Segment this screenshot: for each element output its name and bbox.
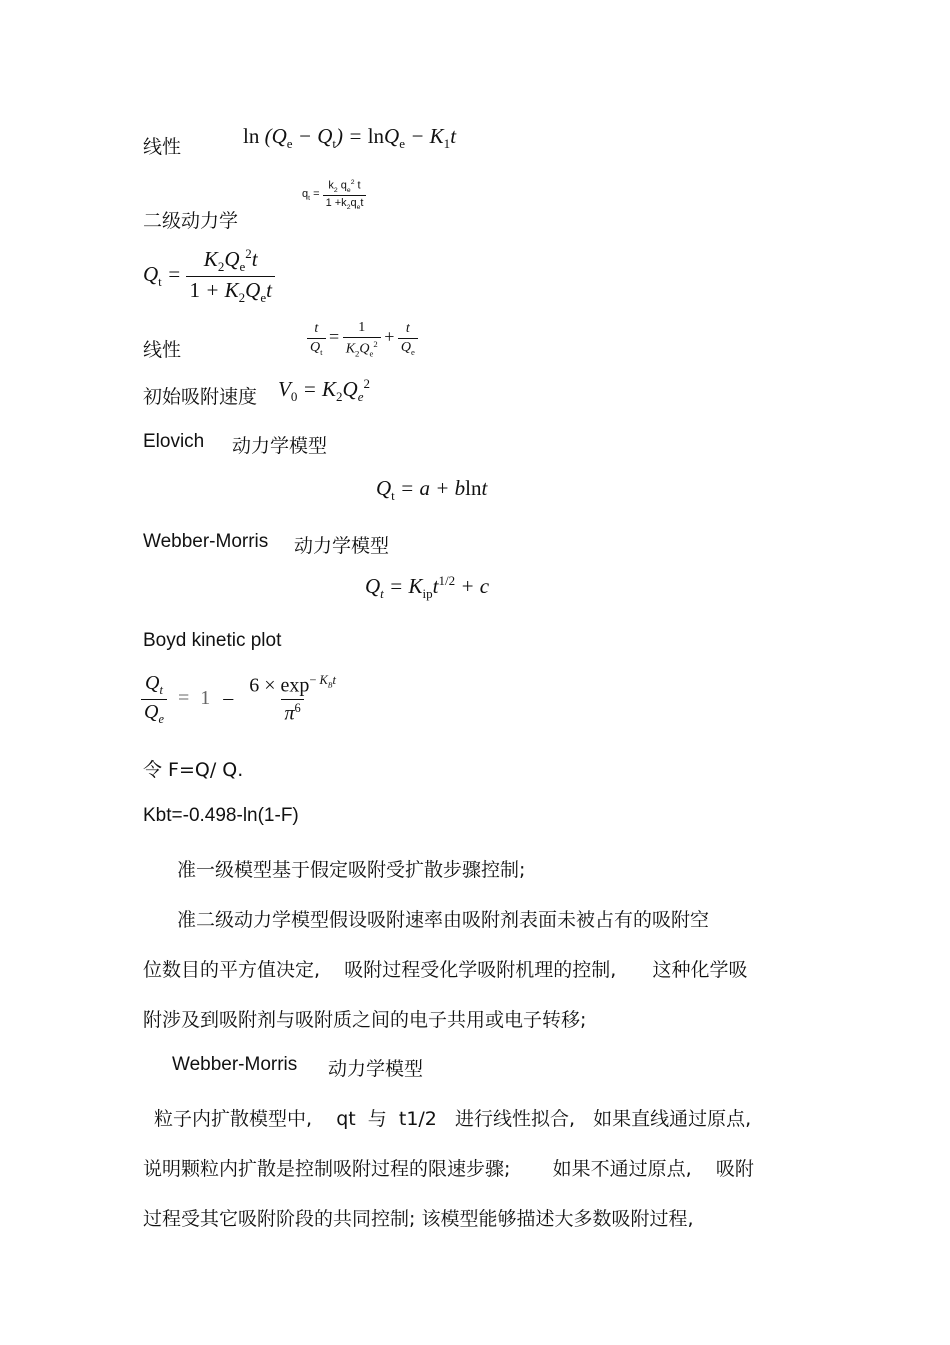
paragraph-second-order-line-3: 附涉及到吸附剂与吸附质之间的电子共用或电子转移; [143,1009,587,1031]
label-second-order-kinetics: 二级动力学 [143,210,239,232]
paragraph-second-order-line-1: 准二级动力学模型假设吸附速率由吸附剂表面未被占有的吸附空 [177,909,710,931]
kbt-equation: Kbt=-0.498-ln(1-F) [143,805,299,826]
label-linear-first-order: 线性 [143,136,182,158]
paragraph-intraparticle-line-2: 说明颗粒内扩散是控制吸附过程的限速步骤; 如果不通过原点, 吸附 [143,1158,754,1180]
label-initial-rate: 初始吸附速度 [143,386,258,408]
equation-webber-morris: $Q_t = K_{ip}t^{1/2} + c$ [365,573,490,602]
equation-second-order-linear: $\frac{t}{Q_t}$ = $\frac{1}{K_2Q_e^2}$ + $\frac{t}{Q_e}$ [307,320,418,358]
equation-second-order: $Q_t$ = $\frac{K_2Q_e^2t}{1 + K_2Q_et}$ [143,246,275,306]
paragraph-intraparticle-line-1: 粒子内扩散模型中, qt 与 t1/2 进行线性拟合, 如果直线通过原点, [154,1108,752,1130]
wm-title-cn: 动力学模型 [294,535,390,557]
elovich-title-cn: 动力学模型 [232,435,328,457]
elovich-title-en: Elovich [143,431,205,452]
boyd-title: Boyd kinetic plot [143,630,282,651]
let-f-definition: 令 F=Q/ Q. [143,759,244,781]
equation-first-order-linear: $\ln (Q_e - Q_t) = \ln Q_e - K_1t$ [243,124,457,152]
wm-heading-cn: 动力学模型 [328,1058,424,1080]
paragraph-first-order-note: 准一级模型基于假定吸附受扩散步骤控制; [177,859,526,881]
wm-title-en: Webber-Morris [143,531,269,552]
equation-second-order-small: $q_t$ = $\frac{k_2 q_e^2 t}{1 +k_2q_et}$ [302,179,366,211]
paragraph-intraparticle-line-3: 过程受其它吸附阶段的共同控制; 该模型能够描述大多数吸附过程, [143,1208,694,1230]
label-linear-second-order: 线性 [143,339,182,361]
equation-boyd: $\frac{Q_t}{Q_e}$ = 1 – $\frac{6 \times \exp^{- K_Bt}}{\pi^6}$ [141,672,339,727]
equation-initial-rate: $V_0 = K_2Q_e^2$ [278,376,371,405]
paragraph-second-order-line-2: 位数目的平方值决定, 吸附过程受化学吸附机理的控制, 这种化学吸 [143,959,748,981]
equation-elovich: $Q_t = a + blnt$ [376,476,488,504]
wm-heading-en: Webber-Morris [172,1054,298,1075]
